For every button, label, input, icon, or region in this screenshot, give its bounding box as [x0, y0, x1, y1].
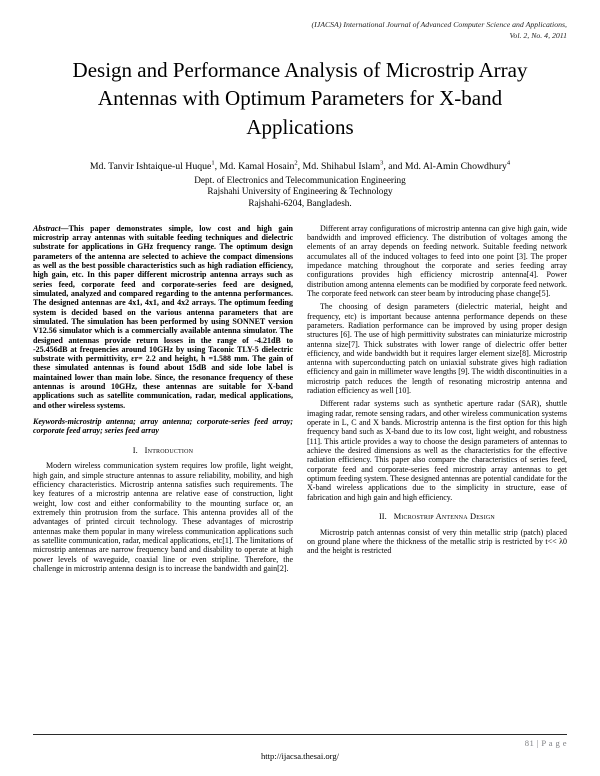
keywords: Keywords-microstrip antenna; array antenna; corporate-series feed array; corporate feed array; series feed array — [33, 417, 293, 436]
author-name: , and Md. Al-Amin Chowdhury — [383, 161, 507, 173]
author-4 — [383, 161, 510, 172]
intro-paragraph-2: Different array configurations of microstrip antenna can give high gain, wide bandwidth and improved efficiency. The distribution of voltages among the elements of an array depends on feeding network. Suitable feeding network accumulates all of the induced voltages to feed into one point [3]. The proper impedance matching throughout the corporate and series feeding array configurations provides high efficiency microstrip antenna[4]. Power distribution among antenna elements can be modified by corporate feed network. The corporate feed network can steer beam by introducing phase change[5]. — [307, 223, 567, 298]
page-number: 81 | P a g e — [524, 738, 567, 748]
journal-header — [33, 20, 567, 42]
author-name: , Md. Shihabul Islam — [297, 161, 381, 173]
author-1 — [90, 161, 215, 172]
author-name: , Md. Kamal Hosain — [214, 161, 295, 173]
right-column — [307, 224, 567, 573]
section-heading-introduction — [33, 446, 293, 456]
journal-issue: Vol. 2, No. 4, 2011 — [509, 30, 567, 40]
authors-line — [33, 160, 567, 172]
two-column-body — [33, 224, 567, 573]
author-superscript: 2 — [294, 159, 298, 167]
affiliation-department: Dept. of Electronics and Telecommunication Engineering — [194, 175, 406, 186]
section-title: Microstrip Antenna Design — [393, 511, 495, 521]
paper-title: Design and Performance Analysis of Microstrip Array Antennas with Optimum Parameters for X-band Applications — [72, 57, 528, 139]
author-superscript: 3 — [380, 159, 384, 167]
footer-url: http://ijacsa.thesai.org/ — [260, 751, 340, 761]
intro-paragraph-4: Different radar systems such as synthetic aperture radar (SAR), shuttle imaging radar, remote sensing radars, and other wireless communication systems operate in L, C and X bands. Microstrip antenna is the first option for this high frequency band such as X-band due to its low cost, light weight, and robustness [11]. This article provides a way to choose the design parameters of antennas to achieve the desired dimensions as well as the characteristics for the effective radiation efficiency. This paper also compare the characteristics of series feed, corporate feed and corporate-series feed microstrip array antennas to get optimum feeding system. These designed antennas are potential candidate for the X-band wireless applications due to the simplicity in structure, ease of fabrication and high gain and high efficiency. — [307, 399, 567, 502]
affiliation-university: Rajshahi University of Engineering & Technology — [207, 186, 393, 197]
author-name: Md. Tanvir Ishtaique-ul Huque — [89, 161, 212, 173]
abstract-label: Abstract— — [33, 223, 69, 233]
abstract-text: This paper demonstrates simple, low cost and high gain microstrip array antennas with suitable feeding techniques and dielectric substrate for applications in GHz frequency range. The optimum design parameters of the antenna are selected to achieve the compact dimensions as well as the best possible characteristics such as high radiation efficiency, high gain, etc. In this paper different microstrip antenna arrays such as series feed, corporate feed and corporate-series feed are designed, simulated, analyzed and compared regarding to the antenna performances. The designed antennas are 4x1, 4x1, and 4x2 arrays. The optimum feeding system is decided based on the various antenna parameters that are simulated. The simulation has been performed by using SONNET version V12.56 simulator which is a commercially available antenna simulator. The designed antennas provide return losses in the range of -4.21dB to -25.456dB at frequencies around 10GHz by using Taconic TLY-5 dielectric substrate with permittivity, εr= 2.2 and height, h =1.588 mm. The gain of these simulated antennas is found about 15dB and side lobe label is maintained lower than main lobe. Since, the resonance frequency of these antennas is around 10GHz, these antennas are suitable for X-band applications such as satellite communication, radar, medical applications, and other wireless systems. — [33, 223, 293, 410]
left-column — [33, 224, 293, 573]
intro-paragraph-1: Modern wireless communication system requires low profile, light weight, high gain, and simple structure antennas to assure reliability, mobility, and high efficiency characteristics. Microstrip antenna satisfies such requirements. The key features of a microstrip antenna are relative ease of construction, light weight, low cost and either conformability to the mounting surface or, an extremely thin protrusion from the surface. This antenna provides all of the advantages of printed circuit technology. These advantages of microstrip antennas make them popular in many wireless communication applications such as satellite communication, radar, medical applications, etc[1]. The limitations of microstrip antennas are narrow frequency band and disability to operate at high power levels of waveguide, coaxial line or even stripline. Therefore, the challenge in microstrip antenna design is to increase the bandwidth and gain[2]. — [33, 461, 293, 573]
design-paragraph-1: Microstrip patch antennas consist of very thin metallic strip (patch) placed on ground plane where the thickness of the metallic strip is restricted by t<< λ0 and the height is restricted — [307, 527, 567, 556]
page-footer — [0, 734, 600, 776]
section-title: Introduction — [144, 445, 194, 455]
author-superscript: 1 — [211, 159, 215, 167]
intro-paragraph-3: The choosing of design parameters (dielectric material, height and frequency, etc) is important because antenna performance depends on these parameters. Radiation performance can be improved by using proper design structures [6]. The use of high permittivity substrates can miniaturize microstrip antenna size[7]. Thick substrates with lower range of dielectric offer better efficiency, and wide bandwidth but it requires larger element size[8]. Microstrip antenna with superconducting patch on uniaxial substrate gives high radiation efficiency and gain in millimeter wave lengths [9]. The width discontinuities in a microstrip patch reduces the length of resonating microstrip antenna and radiation efficiency as well [10]. — [307, 302, 567, 396]
author-3 — [298, 161, 384, 172]
footer-divider — [33, 734, 567, 735]
section-number: I. — [132, 445, 138, 455]
author-superscript: 4 — [506, 159, 511, 167]
section-number: II. — [379, 511, 387, 521]
affiliation — [33, 175, 567, 209]
abstract — [33, 224, 293, 410]
affiliation-address: Rajshahi-6204, Bangladesh. — [248, 197, 352, 208]
author-2 — [215, 161, 298, 172]
journal-name: (IJACSA) International Journal of Advanced Computer Science and Applications, — [311, 20, 567, 29]
section-heading-antenna-design — [307, 512, 567, 522]
